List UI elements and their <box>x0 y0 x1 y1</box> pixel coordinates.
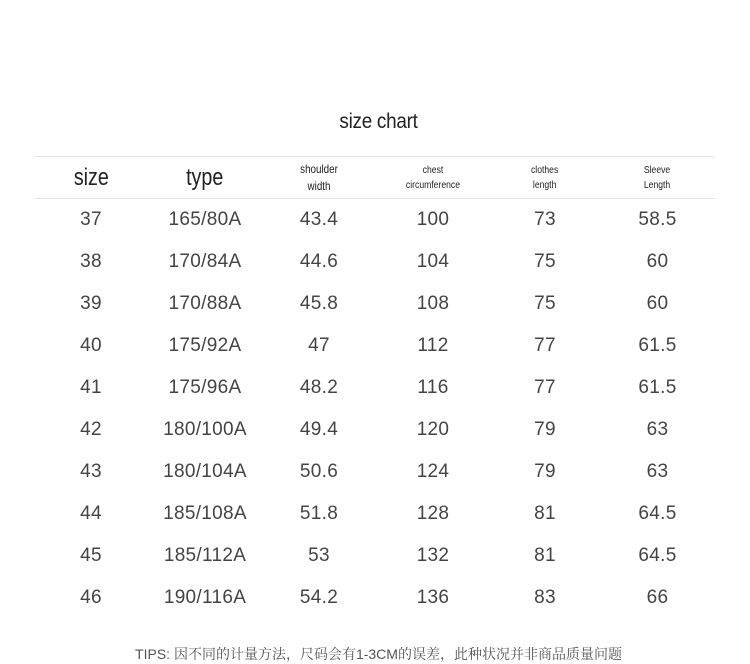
cell-type: 185/112A <box>163 545 247 566</box>
cell-type: 175/92A <box>168 335 242 356</box>
cell-shoulder-width: 49.4 <box>299 419 339 440</box>
cell-type: 190/116A <box>163 587 247 608</box>
cell-clothes-length: 81 <box>534 545 556 566</box>
cell-shoulder-width: 45.8 <box>299 293 339 314</box>
cell-shoulder-width: 44.6 <box>299 251 339 272</box>
table-row <box>34 410 715 452</box>
cell-chest-circumference: 112 <box>417 335 449 356</box>
cell-type: 180/104A <box>163 461 247 482</box>
header-shoulder-width-label: shoulder width <box>300 161 338 193</box>
cell-shoulder-width: 47 <box>308 335 330 356</box>
cell-size: 45 <box>80 545 102 566</box>
cell-sleeve-length: 61.5 <box>638 377 677 398</box>
cell-chest-circumference: 136 <box>416 587 450 608</box>
cell-sleeve-length: 60 <box>646 251 669 272</box>
cell-type: 165/80A <box>168 209 242 230</box>
table-row <box>34 200 715 242</box>
cell-size: 38 <box>80 251 102 272</box>
table-row <box>34 536 715 578</box>
cell-sleeve-length: 63 <box>646 419 669 440</box>
cell-sleeve-length: 61.5 <box>638 335 677 356</box>
cell-chest-circumference: 100 <box>416 209 450 230</box>
header-type <box>148 157 262 198</box>
cell-sleeve-length: 64.5 <box>638 503 677 524</box>
cell-clothes-length: 83 <box>534 587 556 608</box>
header-type-label: type <box>186 163 224 191</box>
cell-shoulder-width: 53 <box>308 545 330 566</box>
table-row <box>34 452 715 494</box>
cell-shoulder-width: 48.2 <box>299 377 339 398</box>
cell-size: 42 <box>80 419 102 440</box>
table-row <box>34 284 715 326</box>
header-clothes-length-label: clothes length <box>531 163 559 191</box>
cell-type: 180/100A <box>163 419 247 440</box>
cell-clothes-length: 79 <box>534 419 556 440</box>
chart-title: size chart <box>339 110 418 133</box>
table-row <box>34 242 715 284</box>
cell-sleeve-length: 60 <box>646 293 669 314</box>
cell-clothes-length: 79 <box>534 461 556 482</box>
header-chest-circumference-label: chest circumference <box>405 163 461 191</box>
header-size <box>34 157 148 198</box>
cell-sleeve-length: 64.5 <box>638 545 677 566</box>
header-sleeve-length <box>600 157 715 198</box>
header-clothes-length <box>490 157 600 198</box>
cell-size: 44 <box>80 503 102 524</box>
table-header <box>34 157 715 198</box>
cell-chest-circumference: 120 <box>416 419 450 440</box>
table-row <box>34 494 715 536</box>
header-bottom-divider <box>34 198 715 199</box>
cell-type: 185/108A <box>163 503 247 524</box>
cell-shoulder-width: 51.8 <box>299 503 339 524</box>
cell-size: 41 <box>80 377 102 398</box>
table-row <box>34 578 715 620</box>
cell-chest-circumference: 128 <box>416 503 450 524</box>
header-sleeve-length-label: Sleeve Length <box>644 163 671 191</box>
cell-size: 43 <box>80 461 102 482</box>
cell-clothes-length: 77 <box>534 335 556 356</box>
table-body <box>34 200 715 620</box>
header-chest-circumference <box>376 157 490 198</box>
cell-size: 37 <box>80 209 102 230</box>
cell-chest-circumference: 116 <box>417 377 449 398</box>
cell-chest-circumference: 124 <box>416 461 450 482</box>
cell-clothes-length: 73 <box>534 209 556 230</box>
measurement-tips-note: TIPS: 因不同的计量方法，尺码会有1-3CM的误差，此种状况并非商品质量问题 <box>135 646 622 662</box>
cell-size: 46 <box>80 587 102 608</box>
cell-size: 40 <box>80 335 102 356</box>
cell-type: 175/96A <box>168 377 242 398</box>
cell-shoulder-width: 54.2 <box>299 587 339 608</box>
cell-sleeve-length: 63 <box>646 461 669 482</box>
cell-clothes-length: 77 <box>534 377 556 398</box>
cell-chest-circumference: 104 <box>416 251 450 272</box>
cell-type: 170/88A <box>168 293 242 314</box>
cell-clothes-length: 81 <box>534 503 556 524</box>
cell-clothes-length: 75 <box>534 293 556 314</box>
cell-shoulder-width: 43.4 <box>299 209 339 230</box>
cell-shoulder-width: 50.6 <box>299 461 339 482</box>
table-row <box>34 326 715 368</box>
cell-type: 170/84A <box>168 251 242 272</box>
cell-chest-circumference: 132 <box>416 545 450 566</box>
cell-chest-circumference: 108 <box>416 293 450 314</box>
cell-size: 39 <box>80 293 102 314</box>
cell-clothes-length: 75 <box>534 251 556 272</box>
header-shoulder-width <box>262 157 376 198</box>
cell-sleeve-length: 58.5 <box>638 209 677 230</box>
cell-sleeve-length: 66 <box>646 587 669 608</box>
header-size-label: size <box>73 163 109 191</box>
table-row <box>34 368 715 410</box>
